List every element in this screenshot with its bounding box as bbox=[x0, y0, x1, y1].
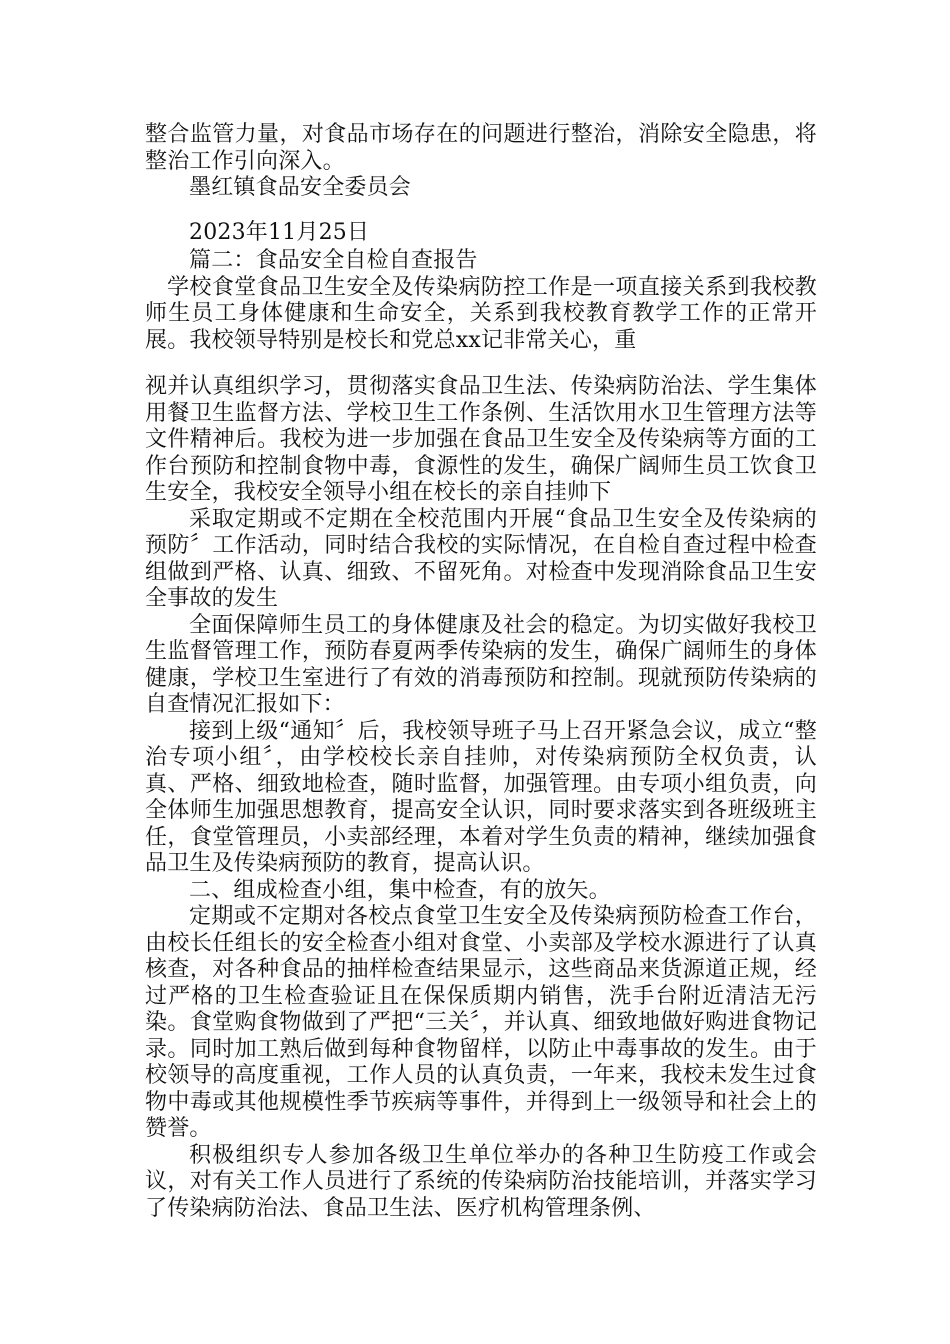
signature-block bbox=[145, 175, 817, 246]
section-title: 篇二：食品安全自检自查报告 bbox=[189, 248, 478, 273]
paragraph-1: 整合监管力量，对食品市场存在的问题进行整治，消除安全隐患，将整治工作引向深入。 bbox=[145, 122, 817, 174]
paragraph-block-main bbox=[145, 374, 817, 1222]
paragraph-continuation bbox=[145, 122, 817, 175]
paragraph-5: 全面保障师生员工的身体健康及社会的稳定。为切实做好我校卫生监督管理工作，预防春夏两季传染病的发生，确保广阔师生的身体健康，学校卫生室进行了有效的消毒预防和控制。现就预防传染病的自查情况汇报如下： bbox=[145, 612, 817, 717]
paragraph-9: 积极组织专人参加各级卫生单位举办的各种卫生防疫工作或会议，对有关工作人员进行了系统的传染病防治技能培训，并落实学习了传染病防治法、食品卫生法、医疗机构管理条例、 bbox=[145, 1142, 817, 1221]
paragraph-7: 二、组成检查小组，集中检查，有的放矢。 bbox=[189, 877, 611, 903]
paragraph-8: 定期或不定期对各校点食堂卫生安全及传染病预防检查工作台，由校长任组长的安全检查小组对食堂、小卖部及学校水源进行了认真核查，对各种食品的抽样检查结果显示，这些商品来货源道正规，经过严格的卫生检查验证且在保保质期内销售，洗手台附近清洁无污染。食堂购食物做到了严把“三关〞，并认真、细致地做好购进食物记录。同时加工熟后做到每种食物留样，以防止中毒事故的发生。由于校领导的高度重视，工作人员的认真负责，一年来，我校未发生过食物中毒或其他规模性季节疾病等事件，并得到上一级领导和社会上的赞誉。 bbox=[145, 904, 817, 1141]
paragraph-4: 采取定期或不定期在全校范围内开展“食品卫生安全及传染病的预防〞工作活动，同时结合我校的实际情况，在自检自查过程中检查组做到严格、认真、细致、不留死角。对检查中发现消除食品卫生安全事故的发生 bbox=[145, 506, 817, 611]
paragraph-2: 学校食堂食品卫生安全及传染病防控工作是一项直接关系到我校教师生员工身体健康和生命安全，关系到我校教育教学工作的正常开展。我校领导特别是校长和党总xx记非常关心，重 bbox=[145, 274, 817, 353]
paragraph-6: 接到上级“通知〞后，我校领导班子马上召开紧急会议，成立“整治专项小组〞，由学校校长亲自挂帅，对传染病预防全权负责，认真、严格、细致地检查，随时监督，加强管理。由专项小组负责，向全体师生加强思想教育，提高安全认识，同时要求落实到各班级班主任，食堂管理员，小卖部经理，本着对学生负责的精神，继续加强食品卫生及传染病预防的教育，提高认识。 bbox=[145, 718, 817, 876]
paragraph-3: 视并认真组织学习，贯彻落实食品卫生法、传染病防治法、学生集体用餐卫生监督方法、学校卫生工作条例、生活饮用水卫生管理方法等文件精神后。我校为进一步加强在食品卫生安全及传染病等方面的工作台预防和控制食物中毒，食源性的发生，确保广阔师生员工饮食卫生安全，我校安全领导小组在校长的亲自挂帅下 bbox=[145, 374, 817, 505]
signature-date: 2023年11月25日 bbox=[189, 219, 370, 245]
section-two bbox=[145, 248, 817, 354]
signature-org: 墨红镇食品安全委员会 bbox=[189, 175, 412, 200]
